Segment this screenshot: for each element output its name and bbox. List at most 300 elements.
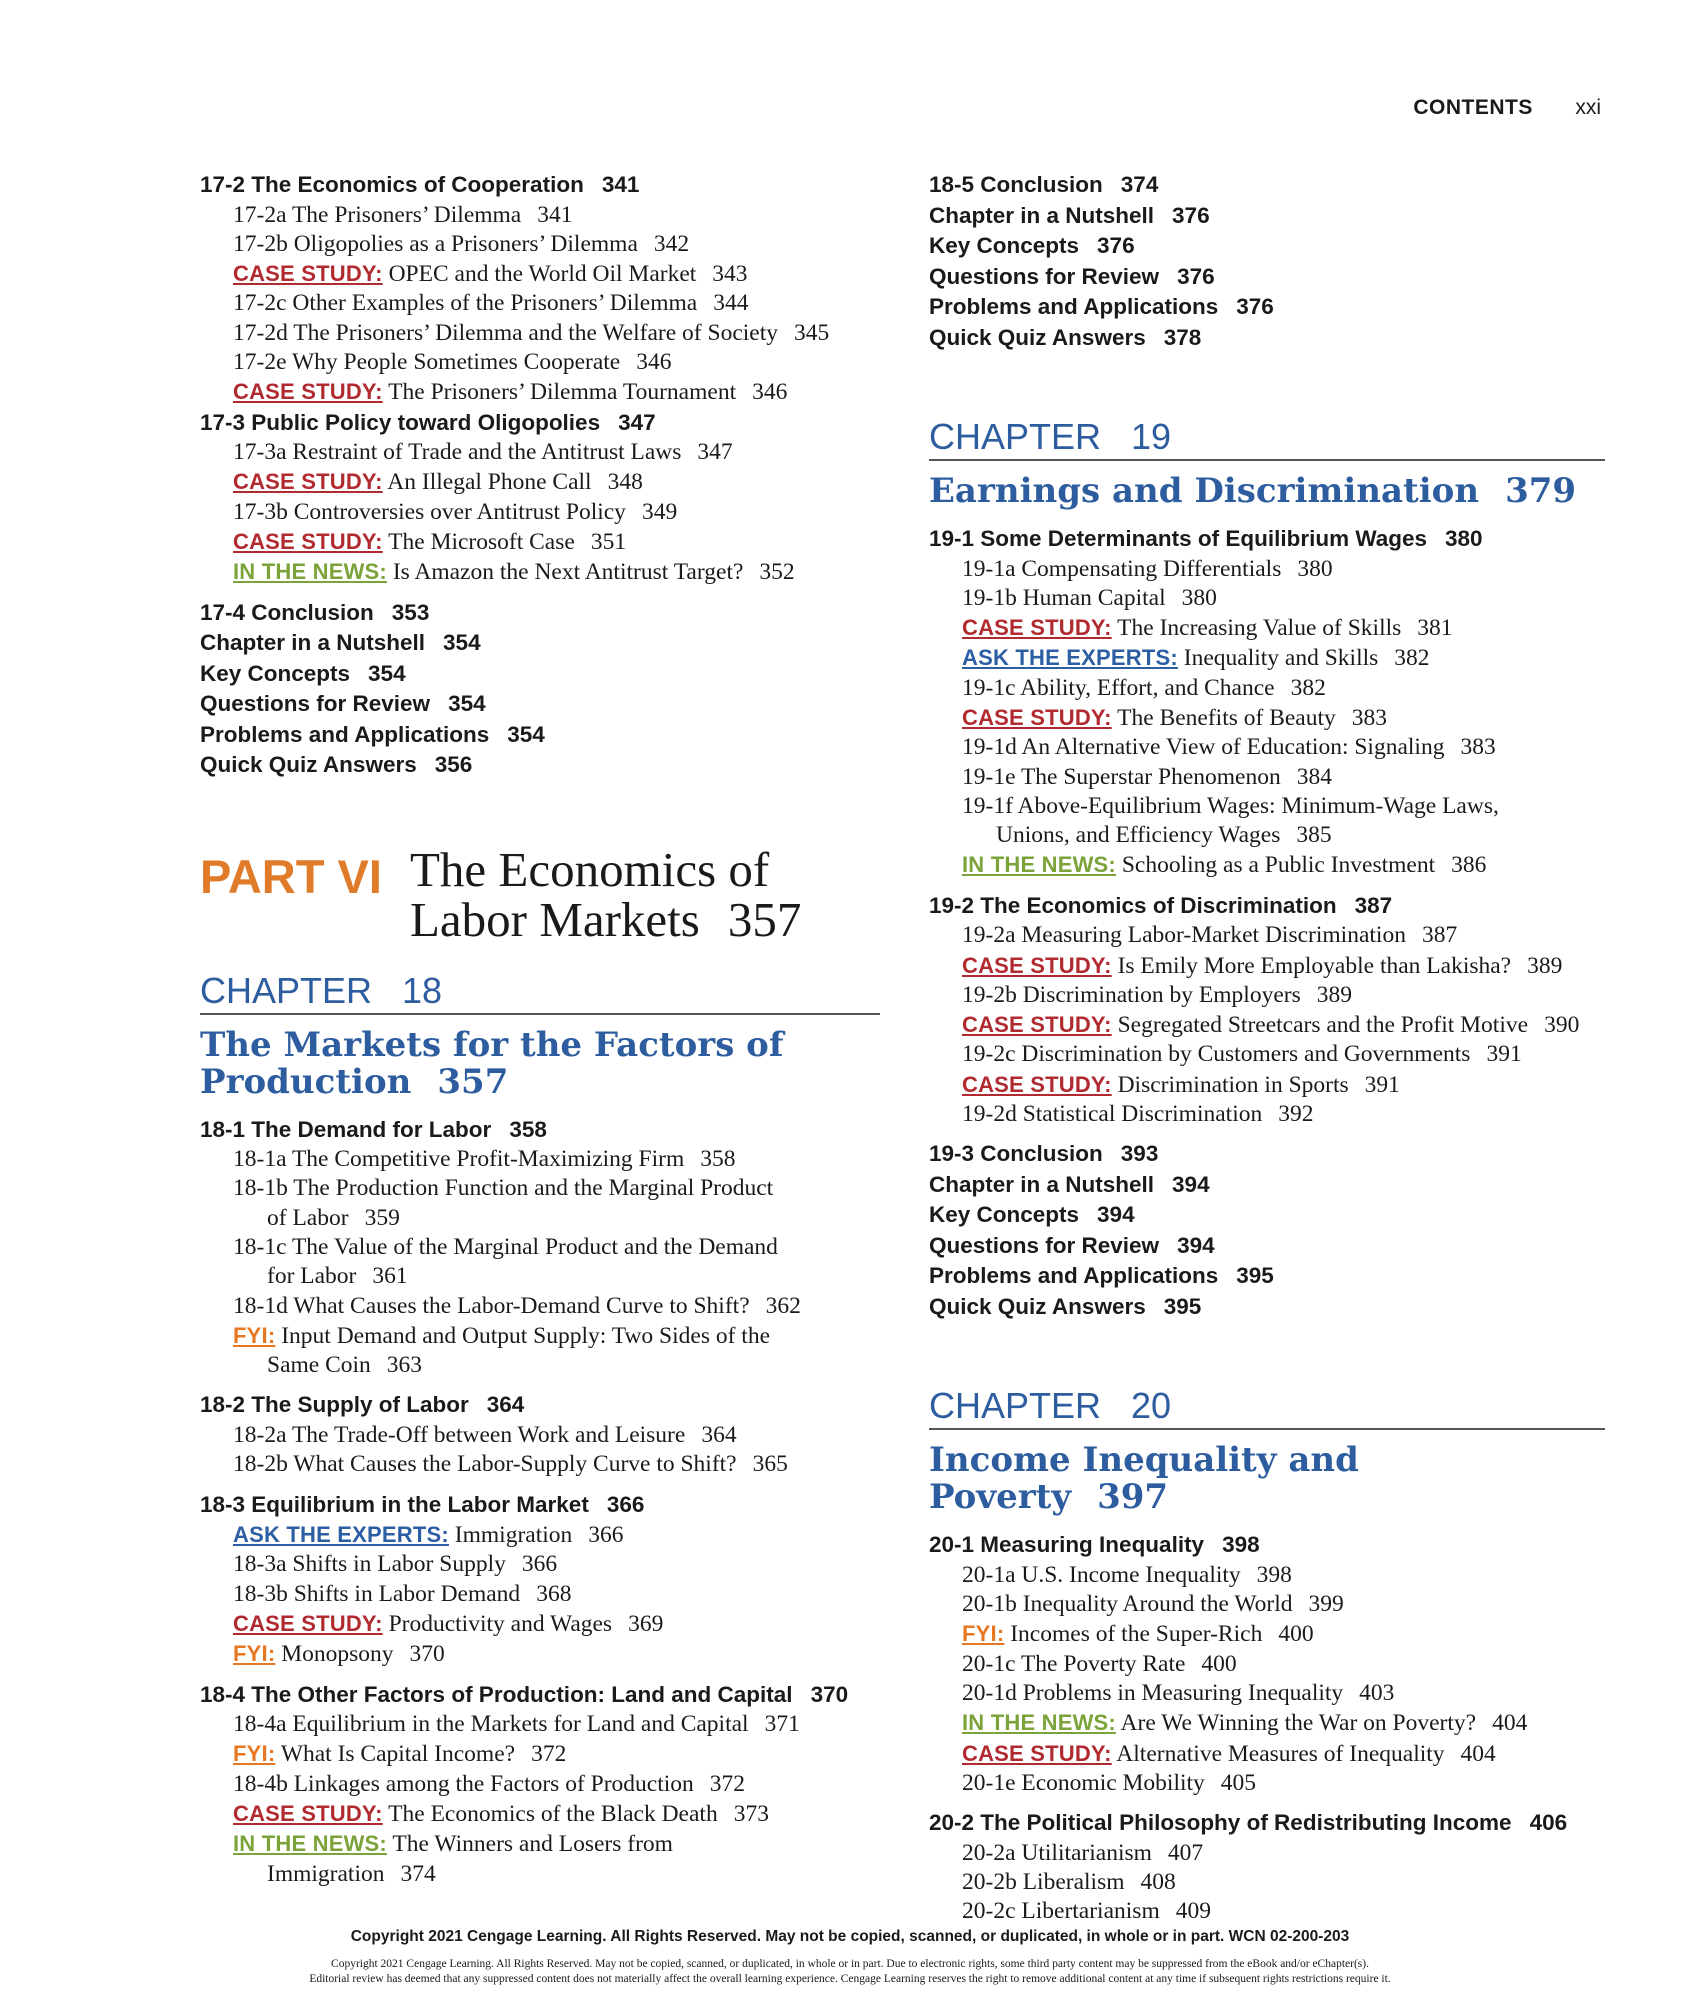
entry-page: 389 (1316, 981, 1352, 1008)
subsection-entry (200, 498, 880, 527)
feature-entry (200, 1829, 880, 1859)
page-number: xxi (1575, 96, 1601, 119)
section-page: 398 (1222, 1532, 1260, 1558)
toc-section (200, 1680, 880, 1889)
subsection-entry (929, 1679, 1605, 1708)
feature-entry (200, 1739, 880, 1769)
feature-tag: FYI: (962, 1621, 1005, 1647)
section-title: 18-4 The Other Factors of Production: Land and Capital (200, 1681, 793, 1707)
end-matter-entry (929, 1261, 1605, 1292)
end-matter-entry (200, 720, 880, 751)
entry-page: 408 (1140, 1869, 1176, 1896)
subsection-entry (200, 289, 880, 318)
entry-text: 17-2e Why People Sometimes Cooperate (233, 348, 621, 375)
section-heading (200, 1390, 880, 1421)
running-header (1413, 96, 1601, 120)
entry-text: 20-1c The Poverty Rate (962, 1650, 1186, 1677)
entry-text: The Benefits of Beauty (1117, 704, 1336, 731)
entry-text: Discrimination in Sports (1117, 1071, 1349, 1098)
subsection-entry (929, 1040, 1605, 1069)
feature-tag: IN THE NEWS: (233, 559, 387, 585)
end-matter-page: 395 (1236, 1263, 1274, 1289)
end-matter-title: 18-5 Conclusion (929, 172, 1103, 197)
end-matter-title: Quick Quiz Answers (929, 324, 1146, 350)
chapter-title-line: The Markets for the Factors of (200, 1024, 784, 1065)
entry-text: 18-2b What Causes the Labor-Supply Curve to Shift? (233, 1451, 737, 1478)
rights-notice (0, 1957, 1700, 1987)
entry-page: 366 (521, 1551, 558, 1578)
end-matter-title: Questions for Review (929, 263, 1160, 289)
entry-text: The Economics of the Black Death (388, 1800, 718, 1827)
entry-text: 20-2b Liberalism (962, 1869, 1125, 1896)
feature-entry (929, 1708, 1605, 1738)
feature-tag: IN THE NEWS: (962, 852, 1116, 878)
subsection-entry (929, 1590, 1605, 1619)
subsection-entry (200, 1292, 880, 1321)
feature-entry (200, 467, 880, 497)
entry-page: 382 (1290, 674, 1326, 701)
toc-section (200, 1390, 880, 1479)
entry-text: 19-2d Statistical Discrimination (962, 1101, 1263, 1128)
end-matter-entry (929, 231, 1605, 262)
feature-tag: CASE STUDY: (233, 1800, 383, 1826)
chapter-page: 397 (1097, 1477, 1169, 1518)
part-title-line: The Economics of (410, 841, 770, 897)
entry-text: 19-1c Ability, Effort, and Chance (962, 674, 1275, 701)
chapter-label: CHAPTER (200, 969, 373, 1011)
chapter-title-19 (929, 473, 1605, 510)
end-matter-entry (929, 1292, 1605, 1323)
entry-page: 344 (713, 290, 749, 317)
feature-entry (200, 527, 880, 557)
entry-continuation (200, 1351, 880, 1380)
entry-text: OPEC and the World Oil Market (388, 261, 697, 288)
feature-entry (200, 557, 880, 587)
feature-tag: IN THE NEWS: (233, 1831, 387, 1857)
end-matter-page: 354 (368, 660, 406, 686)
toc-left-column (200, 170, 880, 1889)
chapter-page: 357 (437, 1061, 509, 1102)
end-matter-title: Problems and Applications (929, 1263, 1219, 1289)
subsection-entry (200, 1145, 880, 1174)
end-matter-title: Key Concepts (929, 233, 1080, 258)
end-matter-page: 356 (434, 752, 473, 778)
section-page: 366 (606, 1491, 645, 1517)
entry-continuation (929, 821, 1605, 850)
subsection-entry (200, 1580, 880, 1609)
entry-page: 365 (752, 1451, 788, 1478)
entry-page: 346 (636, 348, 672, 375)
entry-page: 407 (1167, 1839, 1204, 1866)
toc-end-list (200, 598, 880, 781)
section-heading (929, 1808, 1605, 1839)
section-title: 17-3 Public Policy toward Oligopolies (200, 409, 601, 435)
entry-page: 389 (1527, 952, 1563, 979)
subsection-entry (200, 1450, 880, 1479)
end-matter-title: Problems and Applications (200, 721, 490, 747)
entry-text: 19-1d An Alternative View of Education: Signaling (962, 734, 1445, 761)
chapter-title-text: Earnings and Discrimination (929, 471, 1480, 511)
entry-page: 371 (764, 1711, 800, 1738)
part-title-line: Labor Markets 357 (410, 891, 802, 947)
entry-page: 381 (1417, 615, 1453, 642)
feature-tag: CASE STUDY: (233, 469, 383, 495)
end-matter-page: 353 (391, 599, 430, 625)
entry-page: 398 (1256, 1561, 1292, 1588)
chapter-heading-20 (929, 1386, 1605, 1430)
entry-page: 346 (752, 379, 788, 406)
entry-page: 363 (386, 1352, 423, 1379)
entry-page: 370 (409, 1641, 445, 1668)
feature-tag: ASK THE EXPERTS: (233, 1522, 449, 1548)
section-heading (929, 891, 1605, 922)
entry-text: Alternative Measures of Inequality (1116, 1740, 1445, 1767)
entry-page: 341 (537, 201, 573, 228)
entry-page: 383 (1351, 704, 1388, 731)
subsection-entry (929, 1561, 1605, 1590)
rights-notice-line: Editorial review has deemed that any suppressed content does not materially affect the overall learning experience. Cengage Learning reserves the right to remove additional content at any time if subsequent rights restrictions require it. (309, 1973, 1391, 1985)
end-matter-page: 354 (448, 691, 486, 717)
end-matter-title: 19-3 Conclusion (929, 1141, 1103, 1167)
section-title: 19-1 Some Determinants of Equilibrium Wages (929, 526, 1428, 551)
section-title: 18-1 The Demand for Labor (200, 1116, 492, 1142)
entry-text: An Illegal Phone Call (387, 469, 592, 496)
entry-page: 399 (1308, 1591, 1344, 1618)
feature-tag: ASK THE EXPERTS: (962, 645, 1178, 671)
subsection-entry (929, 674, 1605, 703)
section-heading (200, 1490, 880, 1521)
chapter-number: 18 (402, 969, 443, 1011)
section-title: 18-2 The Supply of Labor (200, 1392, 469, 1418)
end-matter-entry (200, 750, 880, 781)
entry-text: The Winners and Losers from (392, 1831, 673, 1858)
entry-text: 19-1f Above-Equilibrium Wages: Minimum-Wage Laws, (962, 792, 1499, 819)
toc-section (929, 524, 1605, 881)
feature-entry (200, 259, 880, 289)
feature-entry (200, 1799, 880, 1829)
entry-page: 392 (1278, 1101, 1314, 1128)
entry-page: 343 (712, 261, 748, 288)
entry-text: Immigration (267, 1860, 385, 1887)
entry-page: 369 (628, 1610, 664, 1637)
entry-page: 364 (701, 1421, 737, 1448)
feature-tag: CASE STUDY: (233, 1610, 383, 1636)
chapter-label: CHAPTER (929, 1385, 1102, 1427)
chapter-title-20 (929, 1442, 1605, 1516)
subsection-entry (929, 1769, 1605, 1798)
feature-tag: CASE STUDY: (962, 1071, 1112, 1097)
entry-text: 19-2c Discrimination by Customers and Governments (962, 1041, 1471, 1068)
entry-text: 20-2a Utilitarianism (962, 1839, 1152, 1866)
subsection-entry (929, 1868, 1605, 1897)
section-heading (200, 170, 880, 201)
end-matter-page: 376 (1177, 263, 1215, 289)
end-matter-entry (200, 689, 880, 720)
subsection-entry (200, 230, 880, 259)
end-matter-entry (929, 292, 1605, 323)
section-page: 370 (810, 1681, 849, 1707)
section-heading (200, 408, 880, 439)
end-matter-entry (200, 659, 880, 690)
chapter-title-line: Production 357 (200, 1061, 509, 1102)
entry-text: Is Emily More Employable than Lakisha? (1117, 952, 1512, 979)
feature-entry (929, 1619, 1605, 1649)
section-heading (929, 1530, 1605, 1561)
end-matter-page: 394 (1097, 1202, 1135, 1228)
toc-section (929, 1530, 1605, 1798)
entry-text: 19-1e The Superstar Phenomenon (962, 763, 1281, 790)
feature-entry (929, 1070, 1605, 1100)
entry-text: 18-1c The Value of the Marginal Product and the Demand (233, 1233, 778, 1260)
end-matter-title: Quick Quiz Answers (929, 1293, 1146, 1319)
entry-text: 17-2c Other Examples of the Prisoners’ Dilemma (233, 290, 698, 317)
feature-entry (929, 1739, 1605, 1769)
entry-page: 366 (588, 1522, 624, 1549)
toc-section (200, 170, 880, 408)
feature-entry (200, 1321, 880, 1351)
subsection-entry (200, 1233, 880, 1262)
feature-entry (929, 613, 1605, 643)
end-matter-entry (200, 628, 880, 659)
part-heading (200, 841, 880, 955)
entry-page: 404 (1492, 1710, 1528, 1737)
rights-notice-line: Copyright 2021 Cengage Learning. All Rights Reserved. May not be copied, scanned, or duplicated, in whole or in part. Due to electronic rights, some third party content may be suppressed from the eBook and/or eChapter(s). (331, 1958, 1369, 1970)
end-matter-page: 394 (1177, 1232, 1215, 1258)
end-matter-page: 376 (1097, 233, 1135, 258)
entry-text: Unions, and Efficiency Wages (996, 822, 1281, 849)
feature-tag: FYI: (233, 1741, 276, 1767)
subsection-entry (929, 1100, 1605, 1129)
chapter-label: CHAPTER (929, 416, 1102, 457)
feature-entry (929, 1010, 1605, 1040)
feature-entry (929, 643, 1605, 673)
end-matter-title: Problems and Applications (929, 294, 1219, 319)
feature-entry (929, 703, 1605, 733)
subsection-entry (200, 201, 880, 230)
subsection-entry (929, 921, 1605, 950)
feature-tag: CASE STUDY: (233, 261, 383, 287)
entry-page: 374 (400, 1860, 436, 1887)
section-page: 364 (486, 1392, 525, 1418)
chapter-heading-18 (200, 971, 880, 1015)
entry-page: 386 (1451, 852, 1487, 879)
section-page: 341 (601, 172, 640, 197)
entry-text: 17-2b Oligopolies as a Prisoners’ Dilemma (233, 230, 638, 257)
entry-page: 348 (607, 469, 643, 496)
entry-page: 349 (641, 498, 678, 525)
section-title: 18-3 Equilibrium in the Labor Market (200, 1491, 589, 1517)
end-matter-page: 354 (507, 721, 545, 747)
section-page: 358 (509, 1116, 547, 1142)
entry-continuation (200, 1262, 880, 1291)
entry-page: 342 (653, 230, 690, 257)
entry-text: 19-1b Human Capital (962, 584, 1166, 611)
chapter-page: 379 (1505, 471, 1577, 511)
feature-tag: IN THE NEWS: (962, 1710, 1116, 1736)
subsection-entry (929, 763, 1605, 792)
entry-text: Inequality and Skills (1183, 645, 1379, 672)
entry-text: 18-1a The Competitive Profit-Maximizing Firm (233, 1146, 685, 1173)
entry-page: 391 (1364, 1071, 1400, 1098)
entry-continuation (200, 1860, 880, 1889)
section-title: 17-2 The Economics of Cooperation (200, 172, 584, 197)
entry-text: The Microsoft Case (388, 528, 575, 555)
part-label: PART VI (200, 849, 382, 903)
entry-text: 17-2d The Prisoners’ Dilemma and the Welfare of Society (233, 319, 778, 346)
entry-text: 20-1a U.S. Income Inequality (962, 1561, 1241, 1588)
entry-page: 358 (700, 1146, 736, 1173)
entry-continuation (200, 1204, 880, 1233)
entry-text: 18-1d What Causes the Labor-Demand Curve to Shift? (233, 1292, 750, 1319)
entry-text: 18-1b The Production Function and the Marginal Product (233, 1175, 774, 1202)
section-page: 380 (1445, 526, 1483, 551)
end-matter-entry (929, 1231, 1605, 1262)
entry-page: 400 (1201, 1650, 1237, 1677)
subsection-entry (200, 438, 880, 467)
feature-entry (200, 1520, 880, 1550)
entry-page: 361 (372, 1263, 408, 1290)
end-matter-title: Chapter in a Nutshell (200, 630, 426, 656)
entry-page: 385 (1296, 822, 1332, 849)
entry-page: 352 (759, 559, 795, 586)
chapter-heading-19 (929, 417, 1605, 461)
chapter-title-text: Income Inequality and Poverty (929, 1440, 1359, 1518)
entry-text: 18-3b Shifts in Labor Demand (233, 1580, 521, 1607)
subsection-entry (929, 1897, 1605, 1926)
entry-text: Productivity and Wages (388, 1610, 613, 1637)
toc-section (200, 1490, 880, 1670)
entry-text: 17-3a Restraint of Trade and the Antitrust Laws (233, 439, 682, 466)
feature-tag: CASE STUDY: (962, 1740, 1112, 1766)
section-title: 20-1 Measuring Inequality (929, 1532, 1205, 1558)
entry-text: Segregated Streetcars and the Profit Motive (1117, 1012, 1529, 1039)
entry-text: What Is Capital Income? (280, 1741, 516, 1768)
end-matter-page: 395 (1163, 1293, 1202, 1319)
feature-tag: CASE STUDY: (233, 379, 383, 405)
end-matter-page: 374 (1120, 172, 1159, 197)
end-matter-page: 376 (1172, 202, 1210, 228)
entry-page: 380 (1181, 584, 1217, 611)
end-matter-title: Questions for Review (200, 691, 431, 717)
section-page: 347 (618, 409, 656, 435)
feature-tag: CASE STUDY: (962, 952, 1112, 978)
entry-page: 382 (1394, 645, 1430, 672)
feature-entry (929, 850, 1605, 880)
subsection-entry (929, 584, 1605, 613)
end-matter-entry (200, 598, 880, 629)
section-heading (200, 1680, 880, 1711)
entry-text: Are We Winning the War on Poverty? (1120, 1710, 1477, 1737)
entry-text: Input Demand and Output Supply: Two Sides of the (281, 1322, 771, 1349)
toc-section (929, 891, 1605, 1130)
entry-text: Is Amazon the Next Antitrust Target? (392, 559, 744, 586)
entry-page: 387 (1421, 922, 1458, 949)
end-matter-page: 394 (1172, 1171, 1210, 1197)
entry-text: 18-3a Shifts in Labor Supply (233, 1551, 506, 1578)
subsection-entry (200, 348, 880, 377)
entry-page: 351 (590, 528, 627, 555)
entry-text: 17-2a The Prisoners’ Dilemma (233, 201, 522, 228)
end-matter-entry (929, 1139, 1605, 1170)
entry-page: 384 (1296, 763, 1332, 790)
end-matter-title: 17-4 Conclusion (200, 599, 374, 625)
end-matter-title: Chapter in a Nutshell (929, 1171, 1155, 1197)
end-matter-title: Questions for Review (929, 1232, 1160, 1258)
entry-text: Immigration (454, 1522, 573, 1549)
end-matter-entry (929, 170, 1605, 201)
feature-tag: CASE STUDY: (962, 704, 1112, 730)
subsection-entry (200, 319, 880, 348)
entry-page: 404 (1460, 1740, 1496, 1767)
subsection-entry (200, 1174, 880, 1203)
entry-text: 20-1b Inequality Around the World (962, 1591, 1293, 1618)
chapter-title-18 (200, 1024, 880, 1102)
end-matter-title: Key Concepts (200, 660, 351, 686)
entry-page: 380 (1297, 555, 1333, 582)
subsection-entry (929, 792, 1605, 821)
entry-text: 18-4a Equilibrium in the Markets for Land and Capital (233, 1711, 749, 1738)
toc-end-list (929, 170, 1605, 353)
end-matter-title: Quick Quiz Answers (200, 752, 417, 778)
feature-entry (929, 951, 1605, 981)
entry-page: 373 (733, 1800, 769, 1827)
entry-text: Same Coin (267, 1352, 371, 1379)
section-heading (200, 1115, 880, 1146)
feature-tag: CASE STUDY: (962, 1012, 1112, 1038)
toc-section (929, 1808, 1605, 1926)
entry-text: Monopsony (281, 1641, 394, 1668)
part-title (410, 841, 802, 947)
subsection-entry (200, 1770, 880, 1799)
entry-page: 409 (1175, 1898, 1211, 1925)
entry-page: 345 (794, 319, 830, 346)
end-matter-entry (929, 262, 1605, 293)
entry-text: 20-1d Problems in Measuring Inequality (962, 1680, 1344, 1707)
entry-page: 372 (531, 1741, 567, 1768)
end-matter-entry (929, 1170, 1605, 1201)
section-heading (929, 524, 1605, 555)
entry-text: The Increasing Value of Skills (1117, 615, 1402, 642)
entry-page: 403 (1359, 1680, 1395, 1707)
end-matter-page: 376 (1236, 294, 1274, 319)
subsection-entry (929, 555, 1605, 584)
entry-text: 20-2c Libertarianism (962, 1898, 1160, 1925)
entry-text: 20-1e Economic Mobility (962, 1769, 1205, 1796)
section-page: 387 (1354, 892, 1393, 918)
entry-text: for Labor (267, 1263, 357, 1290)
feature-entry (200, 377, 880, 407)
entry-page: 359 (364, 1204, 400, 1231)
toc-section (200, 408, 880, 588)
feature-tag: FYI: (233, 1322, 276, 1348)
end-matter-page: 393 (1120, 1141, 1159, 1167)
end-matter-entry (929, 201, 1605, 232)
chapter-number: 19 (1131, 416, 1172, 457)
feature-entry (200, 1609, 880, 1639)
subsection-entry (200, 1550, 880, 1579)
end-matter-title: Key Concepts (929, 1202, 1080, 1228)
end-matter-page: 378 (1163, 324, 1202, 350)
section-page: 406 (1529, 1810, 1568, 1836)
entry-text: 19-2b Discrimination by Employers (962, 981, 1301, 1008)
subsection-entry (929, 981, 1605, 1010)
feature-tag: CASE STUDY: (233, 528, 383, 554)
subsection-entry (929, 1650, 1605, 1679)
toc-right-column (929, 170, 1605, 1927)
subsection-entry (200, 1710, 880, 1739)
entry-text: Incomes of the Super-Rich (1010, 1621, 1263, 1648)
feature-tag: CASE STUDY: (962, 615, 1112, 641)
